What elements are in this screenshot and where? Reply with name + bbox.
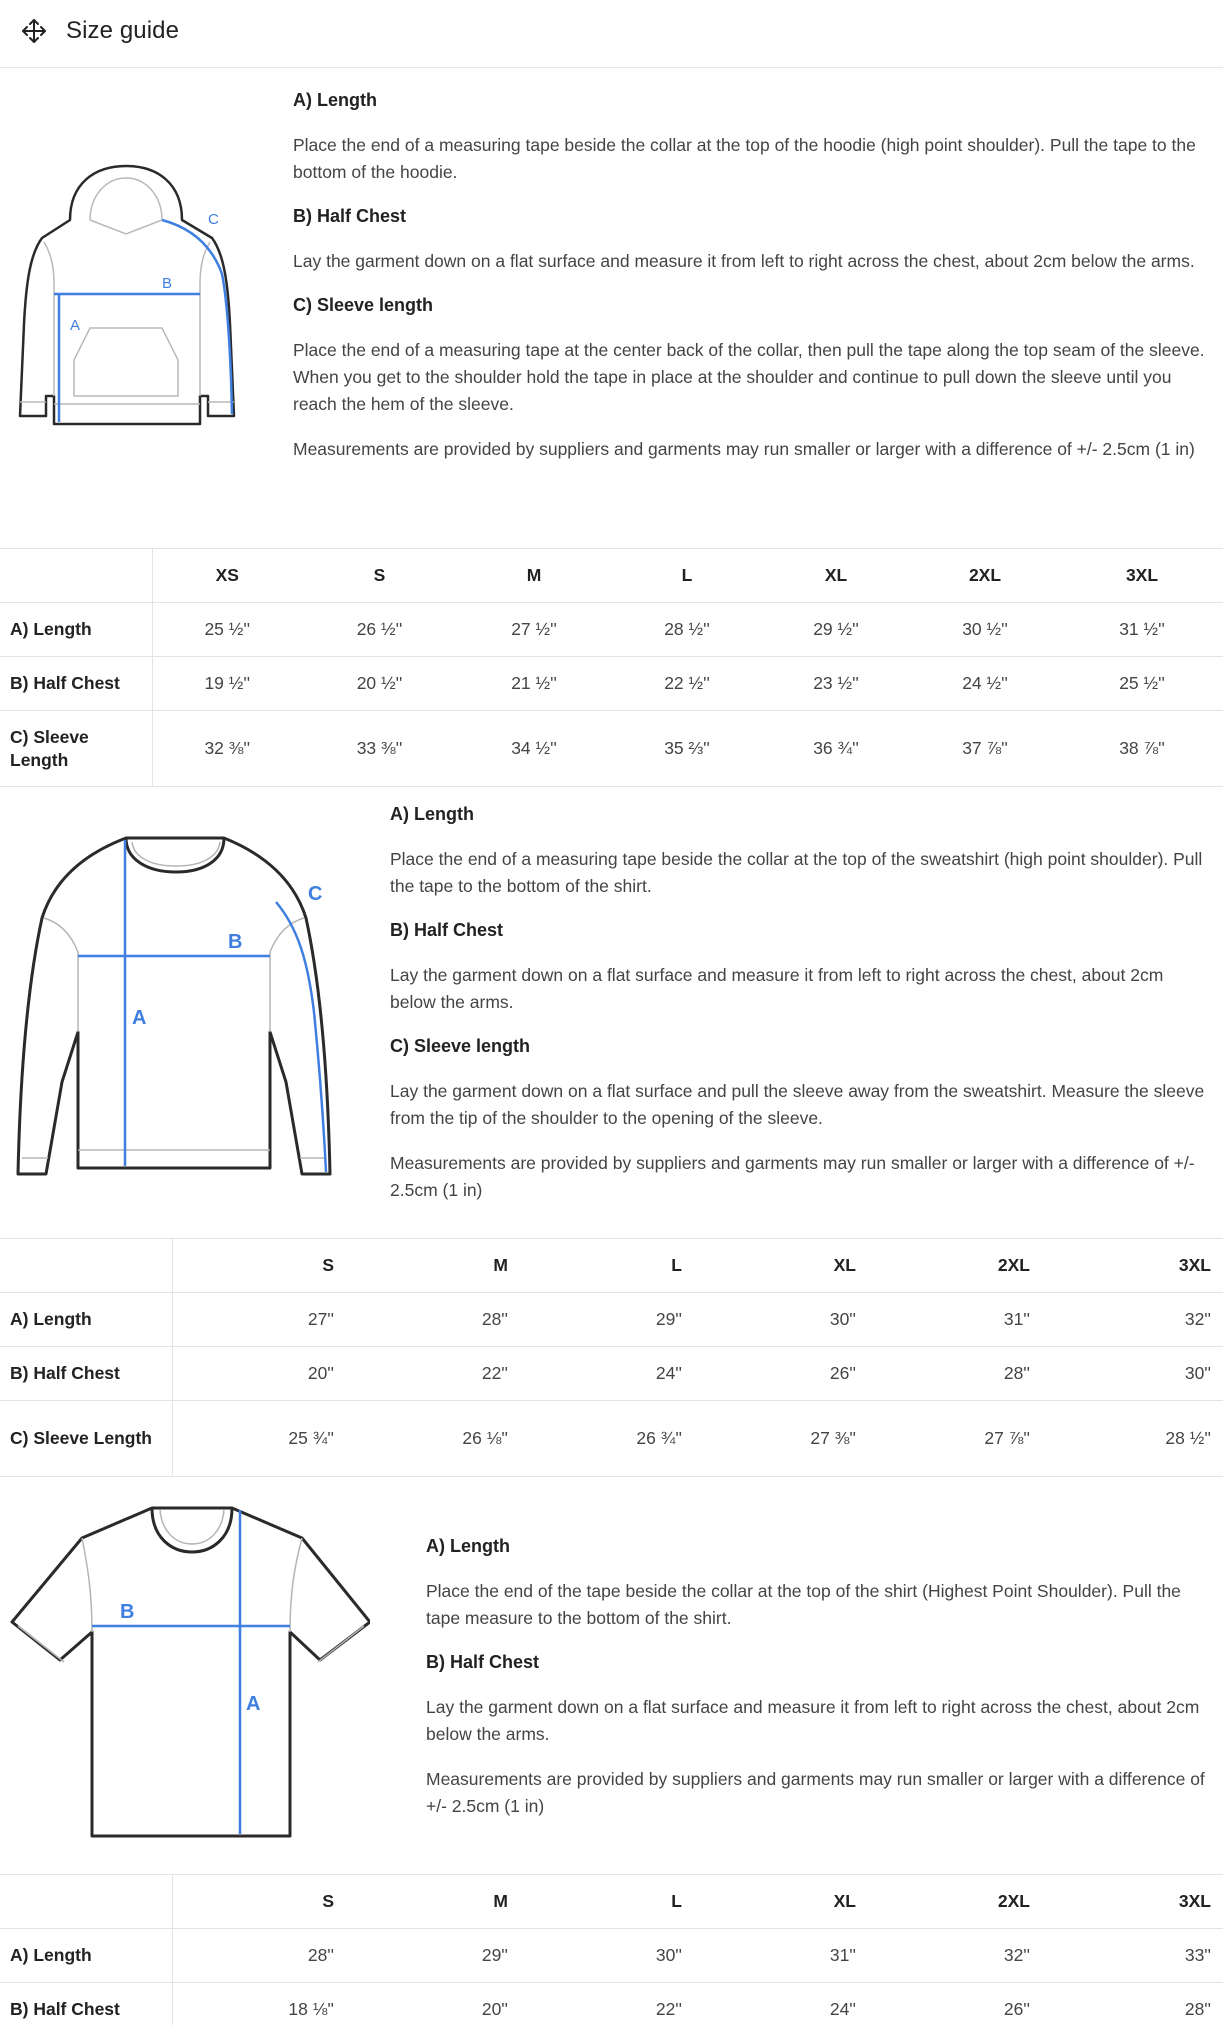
size-guide-header (0, 0, 1223, 68)
table-cell: 25 ½'' (1061, 657, 1223, 711)
table-cell: 26'' (868, 1983, 1042, 2025)
table-cell: 33 ⅜'' (302, 711, 457, 787)
size-header-m: M (346, 1239, 520, 1293)
table-cell: 18 ⅛'' (172, 1983, 346, 2025)
label-b: B (120, 1601, 135, 1623)
table-cell: 28 ½'' (611, 603, 763, 657)
table-cell: 32'' (868, 1929, 1042, 1983)
sweatshirt-diagram (16, 832, 332, 1184)
label-a: A (70, 317, 81, 334)
table-header-row (0, 549, 1223, 603)
table-row (0, 1929, 1223, 1983)
table-cell: 32'' (1042, 1293, 1223, 1347)
table-cell: 33'' (1042, 1929, 1223, 1983)
table-cell: 29 ½'' (763, 603, 909, 657)
size-header-s: S (302, 549, 457, 603)
table-cell: 27 ⅜'' (694, 1401, 868, 1477)
size-header-xl: XL (694, 1875, 868, 1929)
row-label-sleeve-length: C) Sleeve Length (0, 1401, 172, 1477)
table-cell: 37 ⅞'' (909, 711, 1061, 787)
measurement-note: Measurements are provided by suppliers and garments may run smaller or larger with a difference of +/- 2.5cm (1 in) (293, 439, 1195, 459)
table-cell: 29'' (346, 1929, 520, 1983)
size-header-s: S (172, 1875, 346, 1929)
table-cell: 24'' (520, 1347, 694, 1401)
label-b: B (162, 275, 173, 292)
tshirt-size-table (0, 1874, 1223, 2025)
size-header-m: M (346, 1875, 520, 1929)
table-cell: 30 ½'' (909, 603, 1061, 657)
label-c: C (208, 211, 219, 228)
tshirt-description (426, 1534, 1212, 1838)
table-cell: 26 ¾'' (520, 1401, 694, 1477)
table-cell: 28'' (868, 1347, 1042, 1401)
table-row (0, 711, 1223, 787)
table-cell: 26 ½'' (302, 603, 457, 657)
row-label-half-chest: B) Half Chest (0, 657, 152, 711)
table-corner-cell (0, 1239, 172, 1293)
length-text: Place the end of a measuring tape beside the collar at the top of the hoodie (high point shoulder). Pull the tape to the bottom of the hoodie. (293, 135, 1196, 182)
table-cell: 30'' (1042, 1347, 1223, 1401)
table-row (0, 657, 1223, 711)
sleeve-length-heading: C) Sleeve length (293, 295, 434, 315)
size-header-xl: XL (763, 549, 909, 603)
half-chest-heading: B) Half Chest (293, 206, 407, 226)
table-cell: 20 ½'' (302, 657, 457, 711)
label-a: A (246, 1693, 261, 1715)
table-cell: 23 ½'' (763, 657, 909, 711)
half-chest-heading: B) Half Chest (426, 1652, 540, 1672)
table-cell: 21 ½'' (457, 657, 611, 711)
table-cell: 25 ½'' (152, 603, 302, 657)
row-label-length: A) Length (0, 1293, 172, 1347)
size-header-s: S (172, 1239, 346, 1293)
table-cell: 28'' (346, 1293, 520, 1347)
table-cell: 24'' (694, 1983, 868, 2025)
table-row (0, 1347, 1223, 1401)
table-cell: 22 ½'' (611, 657, 763, 711)
table-cell: 32 ⅜'' (152, 711, 302, 787)
row-label-length: A) Length (0, 1929, 172, 1983)
table-row (0, 1983, 1223, 2025)
size-header-2xl: 2XL (868, 1875, 1042, 1929)
hoodie-description (293, 88, 1211, 481)
measurement-note: Measurements are provided by suppliers and garments may run smaller or larger with a difference of +/- 2.5cm (1 in) (390, 1153, 1195, 1200)
table-row (0, 603, 1223, 657)
tshirt-diagram (10, 1502, 370, 1842)
size-header-l: L (520, 1875, 694, 1929)
row-label-sleeve-length: C) Sleeve Length (0, 711, 152, 787)
size-header-l: L (520, 1239, 694, 1293)
table-cell: 24 ½'' (909, 657, 1061, 711)
table-cell: 27 ½'' (457, 603, 611, 657)
table-cell: 20'' (346, 1983, 520, 2025)
half-chest-text: Lay the garment down on a flat surface and measure it from left to right across the chest, about 2cm below the arms. (426, 1697, 1200, 1744)
row-label-length: A) Length (0, 603, 152, 657)
size-header-2xl: 2XL (868, 1239, 1042, 1293)
half-chest-text: Lay the garment down on a flat surface and measure it from left to right across the chest, about 2cm below the arms. (293, 251, 1195, 271)
label-b: B (228, 931, 243, 953)
length-text: Place the end of the tape beside the collar at the top of the shirt (Highest Point Shoulder). Pull the tape measure to the bottom of the shirt. (426, 1581, 1181, 1628)
length-heading: A) Length (293, 90, 377, 110)
size-header-3xl: 3XL (1042, 1875, 1223, 1929)
table-cell: 26 ⅛'' (346, 1401, 520, 1477)
table-cell: 29'' (520, 1293, 694, 1347)
hoodie-diagram (12, 164, 242, 450)
sleeve-length-text: Lay the garment down on a flat surface and pull the sleeve away from the sweatshirt. Measure the sleeve from the tip of the shoulder to the opening of the sleeve. (390, 1081, 1205, 1128)
table-cell: 31 ½'' (1061, 603, 1223, 657)
table-cell: 28'' (1042, 1983, 1223, 2025)
table-cell: 25 ¾'' (172, 1401, 346, 1477)
sweatshirt-description (390, 802, 1212, 1222)
length-heading: A) Length (390, 804, 474, 824)
row-label-half-chest: B) Half Chest (0, 1983, 172, 2025)
half-chest-text: Lay the garment down on a flat surface and measure it from left to right across the chest, about 2cm below the arms. (390, 965, 1164, 1012)
table-cell: 27'' (172, 1293, 346, 1347)
table-cell: 22'' (520, 1983, 694, 2025)
label-a: A (132, 1007, 147, 1029)
sleeve-length-text: Place the end of a measuring tape at the center back of the collar, then pull the tape along the top seam of the sleeve. When you get to the shoulder hold the tape in place at the shoulder and continue to pull down the sleeve until you reach the hem of the sleeve. (293, 340, 1205, 414)
label-c: C (308, 883, 323, 905)
section-divider (0, 1476, 1223, 1477)
table-corner-cell (0, 549, 152, 603)
table-cell: 34 ½'' (457, 711, 611, 787)
row-label-half-chest: B) Half Chest (0, 1347, 172, 1401)
length-text: Place the end of a measuring tape beside the collar at the top of the sweatshirt (high point shoulder). Pull the tape to the bottom of the shirt. (390, 849, 1203, 896)
table-cell: 28'' (172, 1929, 346, 1983)
size-header-xl: XL (694, 1239, 868, 1293)
size-header-2xl: 2XL (909, 549, 1061, 603)
table-row (0, 1401, 1223, 1477)
table-cell: 31'' (694, 1929, 868, 1983)
table-cell: 19 ½'' (152, 657, 302, 711)
measurement-note: Measurements are provided by suppliers and garments may run smaller or larger with a difference of +/- 2.5cm (1 in) (426, 1769, 1205, 1816)
table-cell: 31'' (868, 1293, 1042, 1347)
table-cell: 36 ¾'' (763, 711, 909, 787)
table-corner-cell (0, 1875, 172, 1929)
sleeve-length-heading: C) Sleeve length (390, 1036, 531, 1056)
table-cell: 30'' (694, 1293, 868, 1347)
table-cell: 28 ½'' (1042, 1401, 1223, 1477)
table-cell: 27 ⅞'' (868, 1401, 1042, 1477)
size-header-l: L (611, 549, 763, 603)
table-cell: 22'' (346, 1347, 520, 1401)
table-header-row (0, 1239, 1223, 1293)
half-chest-heading: B) Half Chest (390, 920, 504, 940)
table-cell: 20'' (172, 1347, 346, 1401)
page-title: Size guide (66, 17, 180, 44)
table-cell: 38 ⅞'' (1061, 711, 1223, 787)
size-header-3xl: 3XL (1061, 549, 1223, 603)
length-heading: A) Length (426, 1536, 510, 1556)
move-icon[interactable] (20, 17, 48, 45)
table-header-row (0, 1875, 1223, 1929)
table-row (0, 1293, 1223, 1347)
section-divider (0, 786, 1223, 787)
hoodie-size-table (0, 548, 1223, 787)
size-header-xs: XS (152, 549, 302, 603)
table-cell: 26'' (694, 1347, 868, 1401)
table-cell: 35 ⅔'' (611, 711, 763, 787)
size-header-3xl: 3XL (1042, 1239, 1223, 1293)
sweatshirt-size-table (0, 1238, 1223, 1477)
table-cell: 30'' (520, 1929, 694, 1983)
size-header-m: M (457, 549, 611, 603)
